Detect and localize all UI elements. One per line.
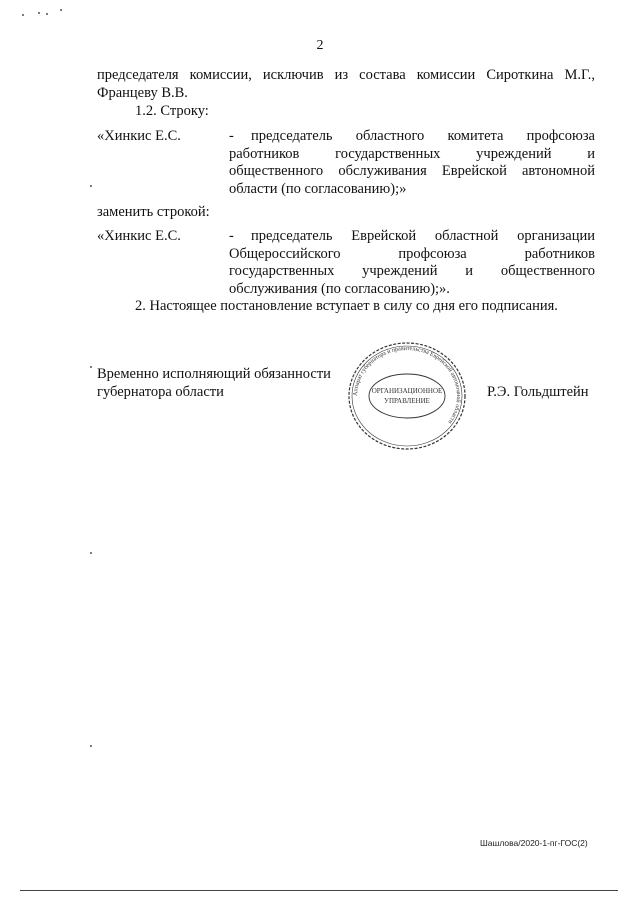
member-name: «Хинкис Е.С. bbox=[97, 228, 181, 244]
item-heading: 1.2. Строку: bbox=[135, 103, 209, 119]
paragraph-line: председателя комиссии, исключив из состава комиссии Сироткина М.Г., bbox=[97, 67, 595, 83]
description-line: государственных учреждений и общественного bbox=[229, 263, 595, 279]
item-paragraph: 2. Настоящее постановление вступает в силу со дня его подписания. bbox=[135, 298, 558, 314]
member-description bbox=[229, 128, 595, 198]
scan-mark bbox=[90, 185, 92, 187]
scan-mark bbox=[90, 745, 92, 747]
scan-mark bbox=[90, 366, 92, 368]
position-line: Временно исполняющий обязанности bbox=[97, 366, 331, 382]
position-line: губернатора области bbox=[97, 383, 224, 400]
scan-bottom-edge bbox=[20, 890, 618, 891]
replace-label: заменить строкой: bbox=[97, 204, 210, 220]
stamp-center-text: УПРАВЛЕНИЕ bbox=[384, 397, 430, 405]
stamp-center-text: ОРГАНИЗАЦИОННОЕ bbox=[371, 387, 443, 395]
paragraph-line: Францеву В.В. bbox=[97, 85, 188, 101]
dash: - bbox=[229, 228, 234, 244]
signatory-position bbox=[97, 366, 331, 401]
signatory-name: Р.Э. Гольдштейн bbox=[487, 384, 589, 400]
page-number: 2 bbox=[316, 38, 324, 53]
description-line: Общероссийского профсоюза работников bbox=[229, 245, 595, 262]
member-description bbox=[229, 228, 595, 298]
description-line: обслуживания (по согласованию);». bbox=[229, 280, 450, 297]
scan-mark bbox=[22, 14, 24, 16]
official-stamp bbox=[344, 340, 470, 452]
scan-mark bbox=[60, 9, 62, 11]
scan-mark bbox=[46, 13, 48, 15]
member-name: «Хинкис Е.С. bbox=[97, 128, 181, 144]
stamp-ring-text: Аппарат губернатора и правительства Еврейской автономной области bbox=[352, 345, 462, 425]
description-line: общественного обслуживания Еврейской автономной bbox=[229, 163, 595, 179]
description-line: работников государственных учреждений и bbox=[229, 145, 595, 162]
scan-mark bbox=[38, 12, 40, 14]
document-reference: Шашлова/2020-1-пг-ГОС(2) bbox=[480, 838, 588, 848]
description-line: председатель областного комитета профсоюза bbox=[251, 128, 595, 144]
dash: - bbox=[229, 128, 234, 144]
description-line: председатель Еврейской областной организации bbox=[251, 228, 595, 244]
scan-mark bbox=[90, 552, 92, 554]
description-line: области (по согласованию);» bbox=[229, 180, 407, 197]
